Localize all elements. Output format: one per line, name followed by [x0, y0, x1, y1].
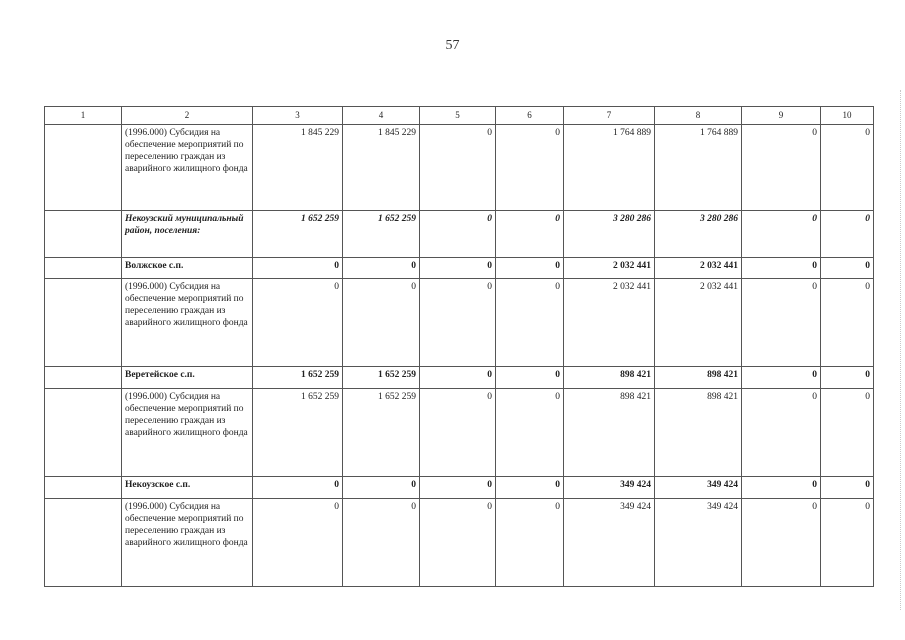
value-cell: 2 032 441: [655, 258, 742, 279]
value-cell: 0: [420, 258, 496, 279]
value-cell: 0: [742, 499, 821, 587]
value-cell: 0: [496, 367, 564, 389]
value-cell: 1 652 259: [253, 211, 343, 258]
header-cell: 6: [496, 107, 564, 125]
value-cell: 0: [420, 499, 496, 587]
value-cell: 0: [821, 367, 874, 389]
row-name-cell: (1996.000) Субсидия на обеспечение мероприятий по переселению граждан из аварийного жилищного фонда: [122, 389, 253, 477]
value-cell: 2 032 441: [564, 279, 655, 367]
row-name-cell: Веретейское с.п.: [122, 367, 253, 389]
value-cell: 0: [496, 499, 564, 587]
empty-cell: [45, 258, 122, 279]
value-cell: 1 764 889: [564, 125, 655, 211]
table-row: [45, 367, 874, 389]
value-cell: 0: [821, 125, 874, 211]
header-cell: 8: [655, 107, 742, 125]
empty-cell: [45, 211, 122, 258]
header-cell: 9: [742, 107, 821, 125]
budget-table: [44, 106, 874, 587]
empty-cell: [45, 279, 122, 367]
empty-cell: [45, 499, 122, 587]
value-cell: 0: [420, 125, 496, 211]
value-cell: 0: [821, 499, 874, 587]
header-cell: 2: [122, 107, 253, 125]
value-cell: 0: [496, 279, 564, 367]
value-cell: 898 421: [564, 367, 655, 389]
table-row: [45, 258, 874, 279]
value-cell: 0: [742, 389, 821, 477]
table-row: [45, 477, 874, 499]
table-row: [45, 389, 874, 477]
row-name-cell: (1996.000) Субсидия на обеспечение мероприятий по переселению граждан из аварийного жилищного фонда: [122, 499, 253, 587]
value-cell: 0: [496, 211, 564, 258]
value-cell: 0: [343, 499, 420, 587]
header-cell: 1: [45, 107, 122, 125]
value-cell: 0: [742, 211, 821, 258]
value-cell: 0: [253, 499, 343, 587]
table-row: [45, 125, 874, 211]
value-cell: 0: [253, 279, 343, 367]
value-cell: 0: [420, 477, 496, 499]
value-cell: 2 032 441: [655, 279, 742, 367]
value-cell: 0: [496, 477, 564, 499]
value-cell: 0: [420, 389, 496, 477]
value-cell: 349 424: [655, 477, 742, 499]
value-cell: 1 652 259: [253, 389, 343, 477]
empty-cell: [45, 389, 122, 477]
value-cell: 0: [742, 477, 821, 499]
page-number: 57: [445, 38, 460, 53]
table-row: [45, 499, 874, 587]
value-cell: 3 280 286: [564, 211, 655, 258]
value-cell: 0: [821, 211, 874, 258]
value-cell: 898 421: [564, 389, 655, 477]
value-cell: 0: [420, 211, 496, 258]
row-name-cell: Некоузское с.п.: [122, 477, 253, 499]
value-cell: 1 652 259: [343, 211, 420, 258]
value-cell: 0: [742, 125, 821, 211]
value-cell: 0: [343, 258, 420, 279]
value-cell: 1 845 229: [253, 125, 343, 211]
value-cell: 2 032 441: [564, 258, 655, 279]
value-cell: 898 421: [655, 367, 742, 389]
value-cell: 0: [742, 279, 821, 367]
value-cell: 1 764 889: [655, 125, 742, 211]
value-cell: 0: [343, 477, 420, 499]
empty-cell: [45, 367, 122, 389]
value-cell: 0: [253, 258, 343, 279]
value-cell: 0: [496, 258, 564, 279]
value-cell: 349 424: [564, 499, 655, 587]
value-cell: 1 652 259: [343, 367, 420, 389]
value-cell: 0: [742, 258, 821, 279]
empty-cell: [45, 477, 122, 499]
value-cell: 0: [742, 367, 821, 389]
table-row: [45, 211, 874, 258]
value-cell: 349 424: [655, 499, 742, 587]
value-cell: 1 845 229: [343, 125, 420, 211]
value-cell: 0: [420, 279, 496, 367]
header-cell: 3: [253, 107, 343, 125]
value-cell: 0: [821, 258, 874, 279]
table-header-row: [45, 107, 874, 125]
value-cell: 0: [821, 477, 874, 499]
value-cell: 349 424: [564, 477, 655, 499]
header-cell: 4: [343, 107, 420, 125]
value-cell: 898 421: [655, 389, 742, 477]
margin-dots: [896, 90, 901, 610]
value-cell: 3 280 286: [655, 211, 742, 258]
value-cell: 0: [821, 389, 874, 477]
header-cell: 5: [420, 107, 496, 125]
row-name-cell: Волжское с.п.: [122, 258, 253, 279]
header-cell: 7: [564, 107, 655, 125]
row-name-cell: Некоузский муниципальный район, поселения:: [122, 211, 253, 258]
row-name-cell: (1996.000) Субсидия на обеспечение мероприятий по переселению граждан из аварийного жилищного фонда: [122, 279, 253, 367]
row-name-cell: (1996.000) Субсидия на обеспечение мероприятий по переселению граждан из аварийного жилищного фонда: [122, 125, 253, 211]
value-cell: 0: [253, 477, 343, 499]
value-cell: 1 652 259: [253, 367, 343, 389]
value-cell: 1 652 259: [343, 389, 420, 477]
table-row: [45, 279, 874, 367]
empty-cell: [45, 125, 122, 211]
value-cell: 0: [420, 367, 496, 389]
value-cell: 0: [496, 125, 564, 211]
header-cell: 10: [821, 107, 874, 125]
value-cell: 0: [821, 279, 874, 367]
value-cell: 0: [496, 389, 564, 477]
value-cell: 0: [343, 279, 420, 367]
